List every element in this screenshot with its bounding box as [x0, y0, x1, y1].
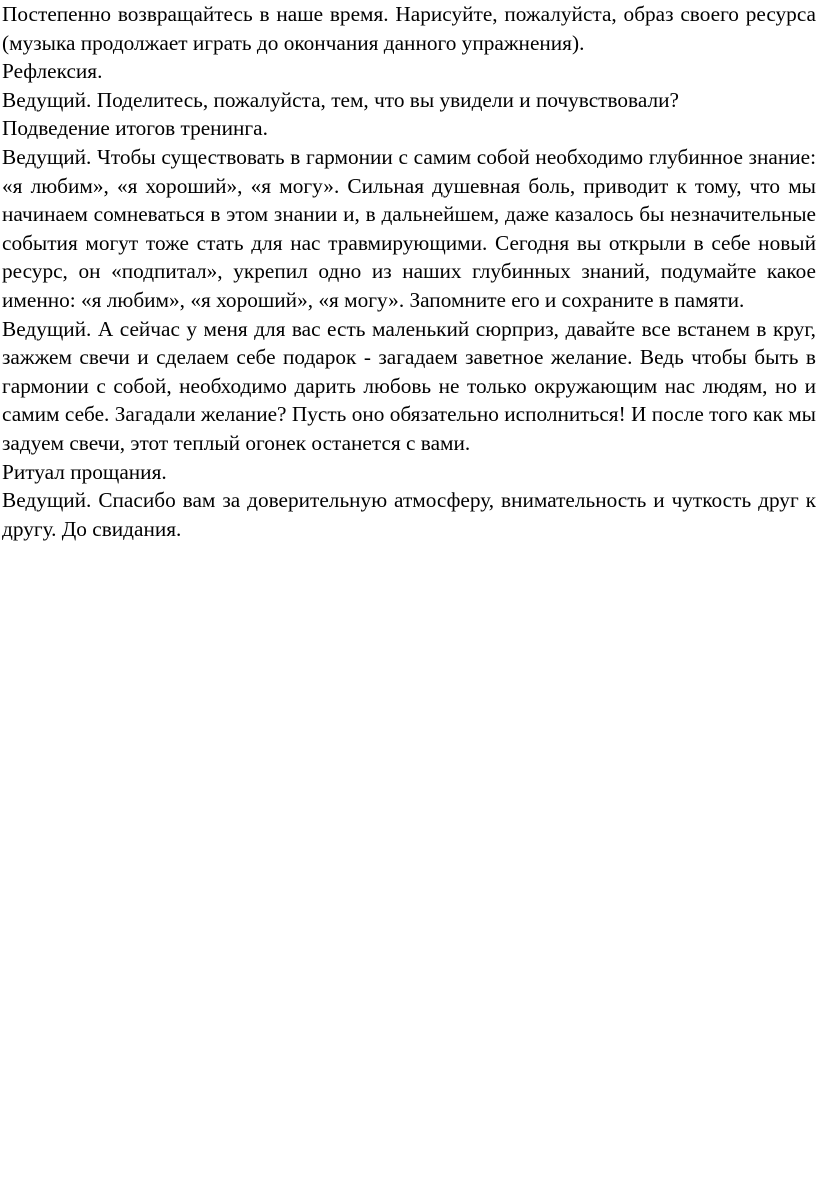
document-body [0, 0, 816, 543]
paragraph-resource-drawing: Постепенно возвращайтесь в наше время. Нарисуйте, пожалуйста, образ своего ресурса (музыка продолжает играть до окончания данного упражнения). [2, 2, 816, 55]
paragraph-farewell-heading: Ритуал прощания. [2, 459, 167, 484]
paragraph-harmony-knowledge: Ведущий. Чтобы существовать в гармонии с самим собой необходимо глубинное знание: «я любим», «я хороший», «я могу». Сильная душевная боль, приводит к тому, что мы начинаем сомневаться в этом знании и, в дальнейшем, даже казалось бы незначительные события могут тоже стать для нас травмирующими. Сегодня вы открыли в себе новый ресурс, он «подпитал», укрепил одно из наших глубинных знаний, подумайте какое именно: «я любим», «я хороший», «я могу». Запомните его и сохраните в памяти. [2, 144, 816, 312]
paragraph-closing-thanks: Ведущий. Спасибо вам за доверительную атмосферу, внимательность и чуткость друг к другу. До свидания. [2, 488, 816, 541]
paragraph-summary-heading: Подведение итогов тренинга. [2, 116, 268, 141]
paragraph-share-question: Ведущий. Поделитесь, пожалуйста, тем, что вы увидели и почувствовали? [2, 87, 679, 112]
paragraph-reflection-heading: Рефлексия. [2, 59, 103, 84]
paragraph-candle-surprise: Ведущий. А сейчас у меня для вас есть маленький сюрприз, давайте все встанем в круг, зажжем свечи и сделаем себе подарок - загадаем заветное желание. Ведь чтобы быть в гармонии с собой, необходимо дарить любовь не только окружающим нас людям, но и самим себе. Загадали желание? Пусть оно обязательно исполниться! И после того как мы задуем свечи, этот теплый огонек останется с вами. [2, 316, 816, 455]
